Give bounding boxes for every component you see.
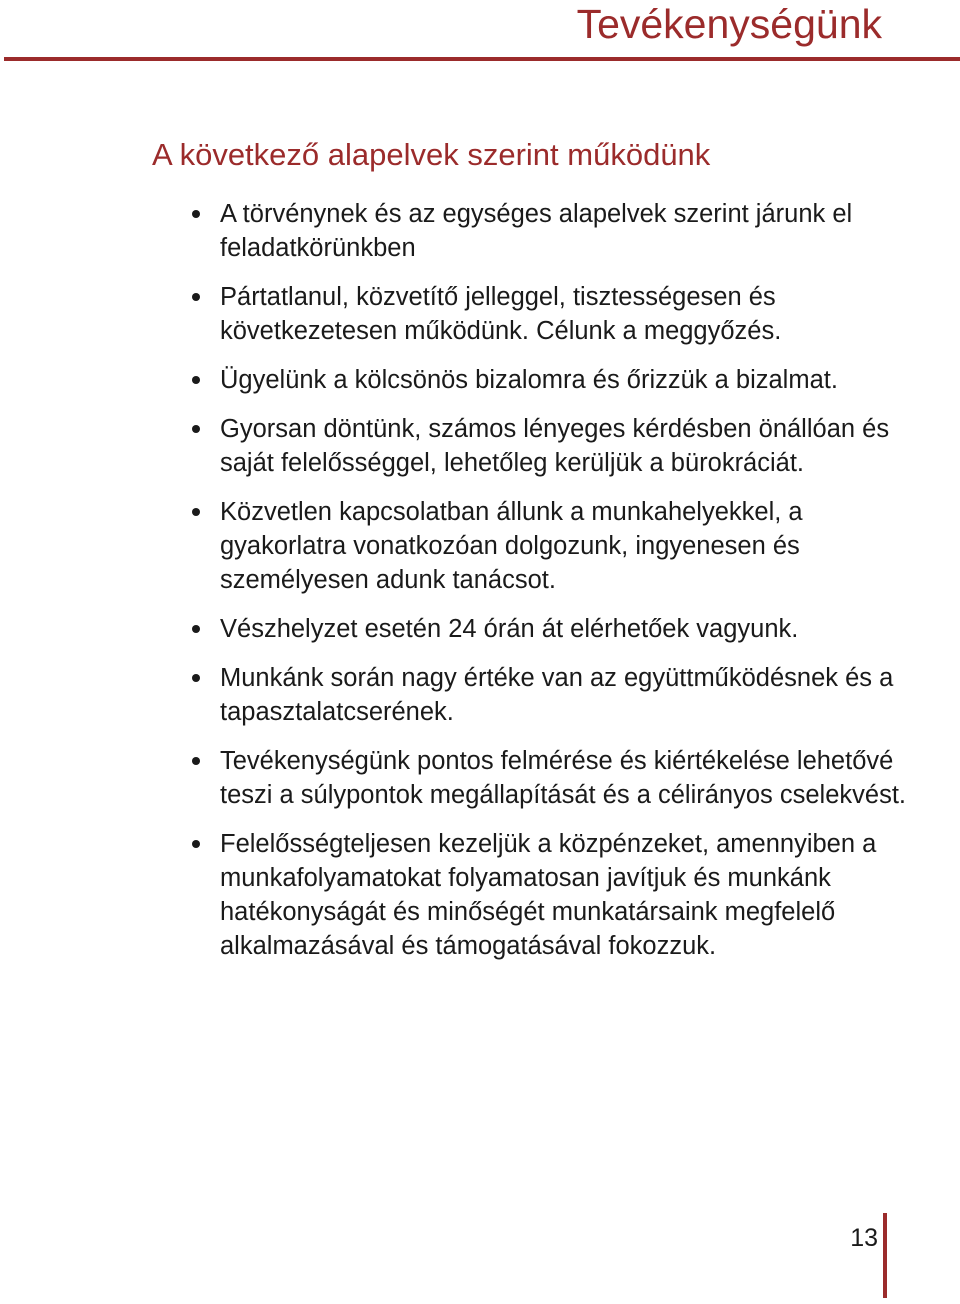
page-number-divider: [883, 1213, 887, 1298]
bullet-icon: [192, 210, 200, 218]
bullet-icon: [192, 293, 200, 301]
list-item-text: Felelősségteljesen kezeljük a közpénzeket, amennyiben a munkafolyamatokat folyamatosan javítjuk és munkánk hatékonyságát és minőségét munkatársaink megfelelő alkalmazásával és támogatásával fokozzuk.: [220, 830, 877, 960]
list-item: [220, 495, 920, 597]
section-heading: A következő alapelvek szerint működünk: [152, 137, 711, 172]
list-item: [220, 412, 920, 480]
bullet-icon: [192, 625, 200, 633]
list-item: [220, 744, 920, 812]
list-item-text: Gyorsan döntünk, számos lényeges kérdésben önállóan és saját felelősséggel, lehetőleg kerüljük a bürokráciát.: [220, 415, 890, 477]
list-item: [220, 612, 920, 646]
list-item: [220, 827, 920, 963]
bullet-icon: [192, 376, 200, 384]
header-divider: [4, 57, 960, 61]
page-title: Tevékenységünk: [576, 1, 882, 47]
list-item-text: A törvénynek és az egységes alapelvek szerint járunk el feladatkörünkben: [220, 200, 853, 262]
list-item-text: Vészhelyzet esetén 24 órán át elérhetőek vagyunk.: [220, 615, 799, 643]
list-item: [220, 363, 920, 397]
list-item: [220, 280, 920, 348]
list-item-text: Munkánk során nagy értéke van az együttműködésnek és a tapasztalatcserének.: [220, 664, 894, 726]
bullet-icon: [192, 508, 200, 516]
list-item-text: Tevékenységünk pontos felmérése és kiértékelése lehetővé teszi a súlypontok megállapítását és a célirányos cselekvést.: [220, 747, 907, 809]
bullet-icon: [192, 757, 200, 765]
bullet-icon: [192, 425, 200, 433]
list-item: [220, 197, 920, 265]
list-item: [220, 661, 920, 729]
list-item-text: Ügyelünk a kölcsönös bizalomra és őrizzük a bizalmat.: [220, 366, 838, 394]
principles-list: [220, 197, 920, 978]
page-number: 13: [850, 1224, 878, 1252]
list-item-text: Pártatlanul, közvetítő jelleggel, tisztességesen és következetesen működünk. Célunk a meggyőzés.: [220, 283, 782, 345]
bullet-icon: [192, 674, 200, 682]
bullet-icon: [192, 840, 200, 848]
list-item-text: Közvetlen kapcsolatban állunk a munkahelyekkel, a gyakorlatra vonatkozóan dolgozunk, ingyenesen és személyesen adunk tanácsot.: [220, 498, 803, 594]
